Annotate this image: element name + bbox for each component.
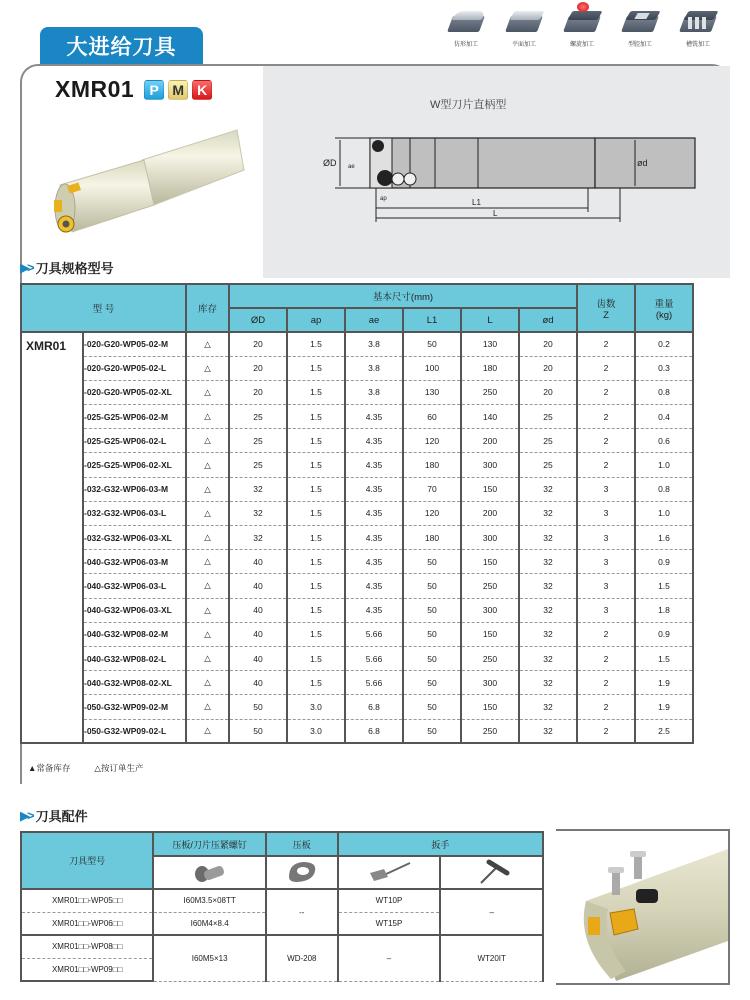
cell-l1: 50	[403, 598, 461, 622]
cell-z: 2	[577, 332, 635, 356]
cell-stock: △	[186, 501, 229, 525]
cell-d: 20	[519, 356, 577, 380]
cell-ap: 1.5	[287, 405, 345, 429]
cell-l1: 50	[403, 622, 461, 646]
cell-stock: △	[186, 646, 229, 670]
acc-screw: I60M3.5×08TT	[153, 889, 266, 912]
cell-d: 32	[519, 598, 577, 622]
cell-z: 2	[577, 380, 635, 404]
table-row	[21, 598, 693, 622]
cell-ap: 3.0	[287, 719, 345, 743]
table-row	[21, 695, 693, 719]
cell-l: 140	[461, 405, 519, 429]
cell-z: 2	[577, 453, 635, 477]
cell-l: 300	[461, 526, 519, 550]
cell-stock: △	[186, 453, 229, 477]
cell-l: 150	[461, 622, 519, 646]
cell-kg: 1.5	[635, 646, 693, 670]
dim-label-d: ød	[637, 158, 648, 168]
dim-label-L: L	[493, 209, 498, 218]
table-row	[21, 646, 693, 670]
cell-d: 40	[229, 671, 287, 695]
cell-ap: 1.5	[287, 646, 345, 670]
cell-l: 180	[461, 356, 519, 380]
cell-l1: 130	[403, 380, 461, 404]
model-code: -040-G32-WP08-02-XL	[83, 671, 186, 695]
model-code: -040-G32-WP06-03-M	[83, 550, 186, 574]
clamp-image	[266, 856, 338, 889]
acc-header-screw: 压板/刀片压紧螺钉	[153, 832, 266, 856]
cell-kg: 0.4	[635, 405, 693, 429]
screw-image	[153, 856, 266, 889]
cell-ae: 4.35	[345, 598, 403, 622]
cell-ae: 4.35	[345, 501, 403, 525]
header-weight: 重量 (kg)	[635, 284, 693, 332]
cell-d: 20	[229, 380, 287, 404]
cell-ae: 4.35	[345, 429, 403, 453]
cell-z: 2	[577, 356, 635, 380]
cell-d: 40	[229, 622, 287, 646]
cell-kg: 1.6	[635, 526, 693, 550]
cell-d: 20	[229, 356, 287, 380]
cell-kg: 0.2	[635, 332, 693, 356]
cell-ae: 4.35	[345, 574, 403, 598]
cell-ap: 3.0	[287, 695, 345, 719]
material-badge-m: M	[168, 80, 188, 100]
cell-d: 40	[229, 646, 287, 670]
cell-ap: 1.5	[287, 477, 345, 501]
model-code: -020-G20-WP05-02-M	[83, 332, 186, 356]
table-row	[21, 356, 693, 380]
model-code: -025-G25-WP06-02-L	[83, 429, 186, 453]
model-code: -040-G32-WP08-02-M	[83, 622, 186, 646]
acc-model: XMR01□□-WP05□□	[21, 889, 153, 912]
cell-l1: 50	[403, 550, 461, 574]
operation-profile: 仿形加工	[440, 8, 492, 48]
cell-stock: △	[186, 598, 229, 622]
cell-d: 32	[229, 477, 287, 501]
cell-stock: △	[186, 574, 229, 598]
accessories-table	[20, 831, 544, 982]
category-tab: 大进给刀具	[40, 27, 203, 65]
cell-l: 250	[461, 574, 519, 598]
cell-stock: △	[186, 695, 229, 719]
cell-ae: 4.35	[345, 405, 403, 429]
cell-d: 25	[229, 429, 287, 453]
cell-l1: 50	[403, 332, 461, 356]
cell-z: 3	[577, 574, 635, 598]
cell-d: 25	[519, 429, 577, 453]
header-L1: L1	[403, 308, 461, 332]
face-milling-icon	[504, 8, 544, 36]
cell-stock: △	[186, 622, 229, 646]
cell-kg: 0.3	[635, 356, 693, 380]
table-row	[21, 526, 693, 550]
cell-stock: △	[186, 405, 229, 429]
cell-ap: 1.5	[287, 429, 345, 453]
legend-made-to-order: △按订单生产	[94, 763, 144, 773]
section-arrow-icon: ▶>	[20, 807, 32, 823]
table-row	[21, 405, 693, 429]
helical-machining-icon	[562, 8, 602, 36]
cell-kg: 0.6	[635, 429, 693, 453]
cell-ae: 6.8	[345, 719, 403, 743]
cell-d: 32	[229, 526, 287, 550]
cell-ae: 4.35	[345, 453, 403, 477]
model-code: -040-G32-WP06-03-XL	[83, 598, 186, 622]
cell-d: 20	[519, 332, 577, 356]
model-code: -050-G32-WP09-02-M	[83, 695, 186, 719]
cell-d: 32	[519, 574, 577, 598]
acc-wrench-t: WT20IT	[440, 935, 543, 981]
cell-kg: 2.5	[635, 719, 693, 743]
series-name: XMR01	[21, 332, 83, 743]
spec-section-heading: ▶> 刀具规格型号	[20, 259, 114, 276]
cell-l1: 50	[403, 646, 461, 670]
cell-kg: 1.5	[635, 574, 693, 598]
header-model: 型 号	[21, 284, 186, 332]
cell-d: 32	[519, 501, 577, 525]
acc-header-model: 刀具型号	[21, 832, 153, 889]
cell-z: 2	[577, 671, 635, 695]
spec-table	[20, 283, 694, 744]
cell-ae: 5.66	[345, 646, 403, 670]
cell-l: 150	[461, 477, 519, 501]
cell-z: 3	[577, 598, 635, 622]
cell-d: 32	[519, 695, 577, 719]
cell-d: 25	[519, 453, 577, 477]
dim-label-ap: ap	[380, 196, 387, 202]
cell-z: 3	[577, 550, 635, 574]
cell-l1: 70	[403, 477, 461, 501]
cell-d: 40	[229, 574, 287, 598]
cell-d: 25	[229, 405, 287, 429]
model-code: -025-G25-WP06-02-XL	[83, 453, 186, 477]
cell-z: 3	[577, 501, 635, 525]
dim-label-D: ØD	[323, 158, 337, 168]
cell-d: 32	[519, 526, 577, 550]
header-D: ØD	[229, 308, 287, 332]
accessories-section-heading: ▶> 刀具配件	[20, 807, 88, 824]
cell-kg: 1.8	[635, 598, 693, 622]
cell-z: 3	[577, 526, 635, 550]
tool-dimension-diagram	[323, 130, 650, 225]
header-d: ød	[519, 308, 577, 332]
cell-l: 150	[461, 550, 519, 574]
table-row	[21, 332, 693, 356]
cell-ap: 1.5	[287, 380, 345, 404]
cell-ae: 5.66	[345, 622, 403, 646]
cell-d: 32	[519, 622, 577, 646]
stock-legend	[28, 762, 143, 774]
model-code: -040-G32-WP08-02-L	[83, 646, 186, 670]
operation-helical: 螺旋加工	[556, 8, 608, 48]
operation-slot: 槽铣加工	[672, 8, 724, 48]
header-dimensions: 基本尺寸(mm)	[229, 284, 577, 308]
header-L: L	[461, 308, 519, 332]
cell-ap: 1.5	[287, 356, 345, 380]
table-row	[21, 453, 693, 477]
assembly-photo	[556, 829, 730, 985]
cell-l: 250	[461, 719, 519, 743]
cell-kg: 1.9	[635, 695, 693, 719]
cell-ap: 1.5	[287, 453, 345, 477]
wrench-t-image	[440, 856, 543, 889]
cell-d: 32	[519, 477, 577, 501]
cell-ae: 4.35	[345, 526, 403, 550]
cell-ap: 1.5	[287, 598, 345, 622]
cell-l1: 50	[403, 574, 461, 598]
cell-kg: 0.8	[635, 380, 693, 404]
cell-d: 32	[519, 719, 577, 743]
acc-clamp: WD-208	[266, 935, 338, 981]
cell-stock: △	[186, 429, 229, 453]
acc-model: XMR01□□-WP06□□	[21, 912, 153, 935]
profile-machining-icon	[446, 8, 486, 36]
operations-bar	[440, 8, 724, 48]
acc-wrench-t: –	[440, 889, 543, 935]
screw-icon	[190, 860, 230, 884]
table-row	[21, 719, 693, 743]
cell-ap: 1.5	[287, 501, 345, 525]
dim-label-ae: ae	[348, 164, 355, 170]
operation-pocket: 型腔加工	[614, 8, 666, 48]
model-code: -020-G20-WP05-02-XL	[83, 380, 186, 404]
cell-l: 300	[461, 598, 519, 622]
operation-face: 平面加工	[498, 8, 550, 48]
cell-l1: 120	[403, 429, 461, 453]
cell-ae: 5.66	[345, 671, 403, 695]
cell-ae: 4.35	[345, 477, 403, 501]
cell-stock: △	[186, 477, 229, 501]
clamp-icon	[285, 859, 319, 885]
cell-z: 2	[577, 405, 635, 429]
table-row	[21, 477, 693, 501]
cell-stock: △	[186, 380, 229, 404]
cell-d: 25	[519, 405, 577, 429]
cell-l: 250	[461, 646, 519, 670]
cell-d: 32	[229, 501, 287, 525]
cell-kg: 0.9	[635, 622, 693, 646]
cell-ae: 3.8	[345, 356, 403, 380]
cell-kg: 0.8	[635, 477, 693, 501]
cell-z: 2	[577, 429, 635, 453]
cell-l1: 50	[403, 671, 461, 695]
cell-l1: 120	[403, 501, 461, 525]
cell-l: 250	[461, 380, 519, 404]
cell-ap: 1.5	[287, 574, 345, 598]
header-ae: ae	[345, 308, 403, 332]
header-stock: 库存	[186, 284, 229, 332]
cell-l1: 100	[403, 356, 461, 380]
cell-l: 150	[461, 695, 519, 719]
l-wrench-icon	[364, 859, 414, 885]
cell-d: 20	[229, 332, 287, 356]
cell-ap: 1.5	[287, 550, 345, 574]
cell-z: 2	[577, 622, 635, 646]
pocket-milling-icon	[620, 8, 660, 36]
model-code: -020-G20-WP05-02-L	[83, 356, 186, 380]
cell-z: 2	[577, 719, 635, 743]
cell-ap: 1.5	[287, 526, 345, 550]
table-row	[21, 622, 693, 646]
model-code: -040-G32-WP06-03-L	[83, 574, 186, 598]
cell-d: 20	[519, 380, 577, 404]
cell-l1: 50	[403, 695, 461, 719]
table-row	[21, 574, 693, 598]
table-row	[21, 550, 693, 574]
table-row	[21, 380, 693, 404]
legend-stocked: ▲常备库存	[28, 763, 71, 773]
cell-kg: 0.9	[635, 550, 693, 574]
model-code: -032-G32-WP06-03-M	[83, 477, 186, 501]
acc-screw: I60M4×8.4	[153, 912, 266, 935]
cell-z: 2	[577, 695, 635, 719]
cell-stock: △	[186, 526, 229, 550]
cell-stock: △	[186, 332, 229, 356]
cell-stock: △	[186, 719, 229, 743]
model-code: -032-G32-WP06-03-L	[83, 501, 186, 525]
cell-stock: △	[186, 356, 229, 380]
cell-l1: 50	[403, 719, 461, 743]
cell-ap: 1.5	[287, 671, 345, 695]
cell-d: 40	[229, 598, 287, 622]
material-badge-p: P	[144, 80, 164, 100]
table-row	[21, 429, 693, 453]
diagram-title: W型刀片直柄型	[430, 99, 507, 111]
cell-l1: 180	[403, 453, 461, 477]
cell-kg: 1.0	[635, 453, 693, 477]
cell-ap: 1.5	[287, 622, 345, 646]
product-name: XMR01	[55, 76, 135, 102]
cell-z: 2	[577, 646, 635, 670]
cell-kg: 1.0	[635, 501, 693, 525]
cell-l: 200	[461, 429, 519, 453]
acc-model: XMR01□□-WP08□□	[21, 935, 153, 958]
cell-d: 32	[519, 646, 577, 670]
tool-photo	[32, 120, 252, 240]
acc-wrench-l: WT15P	[338, 912, 441, 935]
model-code: -050-G32-WP09-02-L	[83, 719, 186, 743]
product-title	[55, 76, 212, 103]
cell-z: 3	[577, 477, 635, 501]
cell-d: 40	[229, 550, 287, 574]
t-wrench-icon	[467, 859, 517, 885]
acc-model: XMR01□□-WP09□□	[21, 958, 153, 981]
cell-ae: 3.8	[345, 332, 403, 356]
cell-ap: 1.5	[287, 332, 345, 356]
acc-screw: I60M5×13	[153, 935, 266, 981]
table-row	[21, 671, 693, 695]
material-badge-k: K	[192, 80, 212, 100]
cell-ae: 4.35	[345, 550, 403, 574]
cell-stock: △	[186, 550, 229, 574]
acc-wrench-l: –	[338, 935, 441, 981]
wrench-l-image	[338, 856, 441, 889]
cell-l: 300	[461, 671, 519, 695]
cell-stock: △	[186, 671, 229, 695]
acc-wrench-l: WT10P	[338, 889, 441, 912]
cell-l1: 180	[403, 526, 461, 550]
cell-l1: 60	[403, 405, 461, 429]
cell-l: 200	[461, 501, 519, 525]
acc-header-wrench: 扳手	[338, 832, 543, 856]
cell-d: 50	[229, 695, 287, 719]
cell-d: 32	[519, 671, 577, 695]
acc-clamp: --	[266, 889, 338, 935]
model-code: -025-G25-WP06-02-M	[83, 405, 186, 429]
cell-kg: 1.9	[635, 671, 693, 695]
cell-d: 32	[519, 550, 577, 574]
cell-l: 300	[461, 453, 519, 477]
slot-milling-icon	[678, 8, 718, 36]
cell-d: 50	[229, 719, 287, 743]
table-row	[21, 501, 693, 525]
cell-ae: 3.8	[345, 380, 403, 404]
header-teeth: 齿数 Z	[577, 284, 635, 332]
cell-d: 25	[229, 453, 287, 477]
dim-label-L1: L1	[472, 198, 481, 207]
cell-l: 130	[461, 332, 519, 356]
model-code: -032-G32-WP06-03-XL	[83, 526, 186, 550]
header-ap: ap	[287, 308, 345, 332]
section-arrow-icon: ▶>	[20, 259, 32, 275]
acc-header-clamp: 压板	[266, 832, 338, 856]
cell-ae: 6.8	[345, 695, 403, 719]
